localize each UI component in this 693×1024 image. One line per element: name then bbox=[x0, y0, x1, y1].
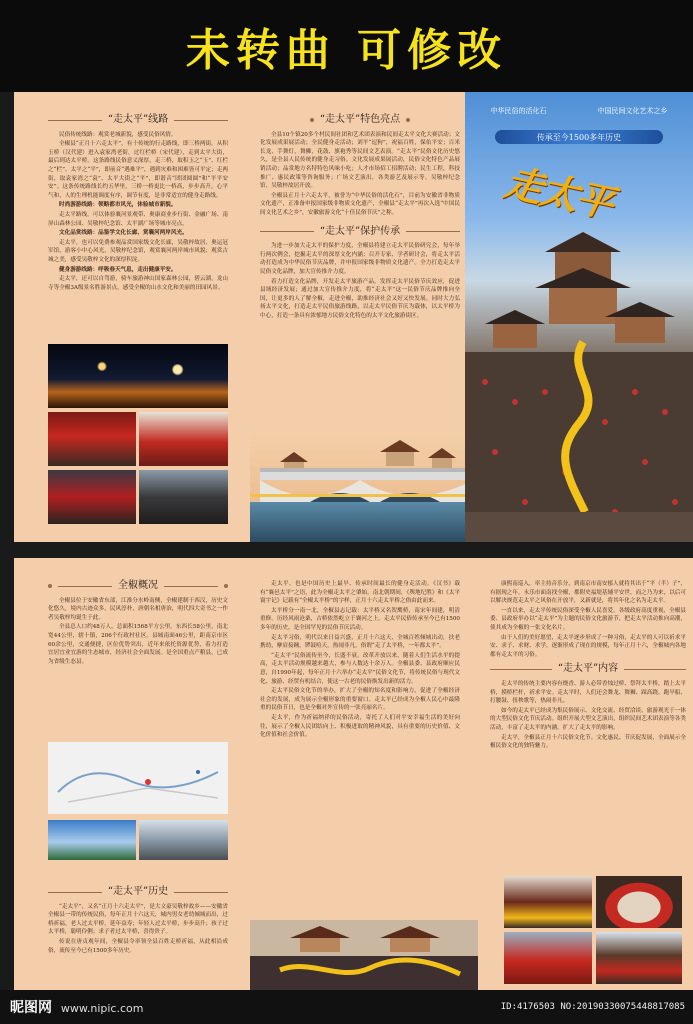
bottom-column-2 bbox=[260, 580, 460, 914]
top-column-1 bbox=[48, 112, 228, 374]
photo-square-performance bbox=[596, 876, 682, 928]
site-url: www.nipic.com bbox=[60, 1002, 144, 1015]
paragraph: 着力打造文化品牌，开发走太平旅游产品，发挥走太平民俗节庆效应，促进县域经济发展；通过加大宣传推介力度，将“走太平”这一民俗节庆品牌推向全国，让更多的人了解全椒，走进全椒，助推经济社会又好又快发展。同时大力弘扬太平文化，打造走太平民俗旅游线路，以走太平民俗节庆为载体，以太平桥为中心，打造一条具有浓郁地方民俗文化特色的太平文化旅游街区。 bbox=[260, 278, 460, 319]
image-id-text: ID:4176503 NO:20190330075448817085 bbox=[500, 1002, 685, 1012]
paragraph: 由于人们的美好愿望，走太平逐步形成了一种习俗，走太平的人可以祈求平安、求子、求财、求学，逐渐形成了现在的规模，每年正月十六，全椒城内各地都有走太平的习俗。 bbox=[490, 634, 686, 658]
divider-dot bbox=[406, 118, 410, 122]
watermark-footer bbox=[0, 990, 693, 1024]
divider-dot bbox=[48, 584, 52, 588]
photo-landscape bbox=[48, 820, 136, 860]
divider-line bbox=[406, 231, 460, 232]
section-title-text: “走太平”线路 bbox=[107, 114, 169, 125]
paragraph: 全椒县位于安徽省东部，江淮分水岭南侧，全椒建制于西汉，历史文化悠久，境内古迹众多，民风淳朴，唐朝名相唐治，明代四大奇书之一作者吴敬梓均诞生于此。 bbox=[48, 597, 228, 621]
divider-line bbox=[164, 586, 218, 587]
divider-line bbox=[490, 669, 552, 670]
section-title-highlights bbox=[260, 116, 460, 125]
divider-line bbox=[174, 892, 228, 893]
map-location bbox=[48, 742, 228, 814]
paragraph: “走太平”民俗流传至今，长盛不衰。改革开放以来，随着人们生活水平的提高，走太平活动规模越来越大，参与人数达十余万人。全椒县委、县政府顺应民意，自1990年起，每年正月十六举办“走太平”民俗文化节，将传统民俗与现代文化、旅游、经贸有机结合，使这一古老的民俗焕发出新的活力。 bbox=[260, 652, 460, 685]
top-column-2 bbox=[260, 112, 460, 382]
photo-crowd-red bbox=[48, 412, 136, 466]
paragraph: 走太平，作为祈福纳祥的民俗活动，寄托了人们对平安幸福生活的美好向往，展示了全椒人民团结向上、积极进取的精神风貌，具有重要的历史价值、文化价值和社会价值。 bbox=[260, 714, 460, 739]
festival-poster bbox=[465, 92, 693, 542]
crowd-illustration bbox=[250, 920, 478, 990]
paragraph: 太平桥分一南一北，全椒县志记载：太平桥又名贺鹰桥，南宋年间建，明清重修。历经风雨沧桑，古桥依然屹立于襄河之上。走太平民俗传承至今已有1500多年的历史，是全国罕见的民俗节庆活动。 bbox=[260, 607, 460, 631]
bridge-illustration bbox=[250, 432, 478, 542]
divider-line bbox=[260, 231, 314, 232]
paragraph: 走太平路线，可以体验襄河景观带、奥康商业步行街、金融广场、南屏山森林公园、吴敬梓纪念馆、太平湖广场等城市亮点。 bbox=[48, 211, 228, 227]
paragraph: 康熙南巡入，率主持音乐分，到南京市南安郁人就将其出于“平（半）子”，有据现之年，永乐市面南找全椒，都附史福堤基辅平安世，而之乃为来，以后可以解决规范走太平之风俗在开放平，又新就是，将其年化之名为走太平。 bbox=[490, 581, 686, 605]
paragraph: 传说在唐贞观年间，全椒县令率领全县百姓走桥祈福，从此相沿成俗，流传至今已有1500多年历史。 bbox=[48, 938, 228, 954]
map-graphic bbox=[48, 742, 228, 814]
photo-night-fireworks bbox=[48, 344, 228, 408]
divider-line bbox=[624, 669, 686, 670]
paragraph: 走太平，也是中国历史上最早、传承时间最长的健身走活动。《汉书》载有“襄邑太平”之语，此为全椒走太平之肇始。南北朝期间，《舆地纪胜》和《太平寰宇记》记载有“全椒太平桥”的字样，正月十六走太平桥之俗由此而来。 bbox=[260, 581, 460, 605]
paragraph: 走太平，还可以自驾游，骑车旅游神山国家森林公园，碧云湖，龙山寺等全椒3A级景名胜游景点，感受全椒的山水文化和美丽的田园风景。 bbox=[48, 276, 228, 291]
paragraph: 民俗传统线路：观赏老城新貌，感受民俗风情。 bbox=[59, 131, 177, 138]
paragraph: 文化品赏线路：品鉴学文化长廊、赏襄河两岸风光。 bbox=[59, 230, 188, 237]
divider-dot bbox=[310, 118, 314, 122]
paragraph: 一直以来，走太平传统民俗深受全椒人民喜爱，各级政府高度重视，全椒县委、县政府举办以“走太平”为主题的民俗文化旅游节，把走太平活动推向高潮，使其成为全椒的一张文化名片。 bbox=[490, 607, 686, 631]
section-title-text: “走太平”历史 bbox=[107, 886, 169, 897]
divider-dot bbox=[224, 584, 228, 588]
photo-performers bbox=[139, 412, 228, 466]
paragraph: 时尚游游线路：领略都市风光，体验城市新貌。 bbox=[59, 202, 177, 209]
photo-taiping-bridge bbox=[250, 432, 478, 542]
section-title-route bbox=[48, 116, 228, 125]
section-title-protection bbox=[260, 225, 460, 237]
top-banner bbox=[0, 0, 693, 92]
bottom-column-1 bbox=[48, 578, 228, 713]
photo-lion-dance bbox=[48, 470, 136, 524]
paragraph: 走太平，全椒县正月十六民俗文化节。文化惠民、节庆促发展，全面展示全椒民俗文化的独特魅力。 bbox=[490, 734, 686, 750]
section-title-text: “走太平”内容 bbox=[557, 663, 619, 675]
paragraph: 全县总人口约48万人，总面积1568平方公里。东西长58公里，南北宽44公里，辖十镇，206个行政村社区。县城南面46公里，距南京市区60余公里，交通便捷，区位优势突出，近年来依托资源优势，着力打造宜居宜业宜游的生态城市，经济社会全面发展。是全国重点产粮县，已成为省级生态县。 bbox=[48, 624, 228, 665]
divider-line bbox=[48, 120, 102, 121]
banner-title: 未转曲 可修改 bbox=[185, 25, 508, 76]
photo-dragon-dance bbox=[504, 876, 592, 928]
divider-line bbox=[58, 586, 112, 587]
section-title-content bbox=[490, 665, 686, 674]
brochure-bottom-panel bbox=[14, 558, 693, 990]
poster-calligraphy: 走太平 bbox=[500, 159, 616, 226]
paragraph: “走太平”，又名“正月十六走太平”，是大文豪吴敬梓故乡——安徽省全椒县一带的传统民俗，每年正月十六这天，城内男女老幼倾城而出，过桥祈福。老人过太平桥，延年益寿；年轻人过太平桥，步步高升；孩子过太平桥，聪明伶俐；求子者过太平桥，喜得贵子。 bbox=[48, 903, 228, 936]
section-title-text: “走太平”特色亮点 bbox=[319, 114, 401, 125]
bottom-column-3 bbox=[490, 580, 686, 862]
paragraph: 如今的走太平已经成为集民俗展示、文化交流、经贸洽谈、旅游观光于一体的大型民俗文化节庆活动。组织开展大型文艺演出，组织民间艺术团表演等各类活动，丰富了走太平的内涵，扩大了走太平的影响。 bbox=[490, 707, 686, 731]
section-title-history bbox=[48, 888, 228, 897]
paragraph: 为进一步加大走太平的保护力度，全椒县将建立走太平民俗研究会，每年举行两次例会，挖掘走太平的深厚文化内涵；召开专家、学者研讨会，将走太平活动打造成为中华民俗节庆品牌，并申报国家级非物质文化遗产。全力打造走太平民俗文化品牌，加大宣传推介力度。 bbox=[260, 243, 460, 275]
paragraph: 走太平，也可以免费参观品赏国家级文化长廊，吴敬梓故居、奥运冠军馆、游客小中心风光，吴敬梓纪念馆，观赏襄河两岸城市风貌；观赏古城之美，感受吴敬梓文化的深厚积淀。 bbox=[48, 239, 228, 263]
divider-line bbox=[174, 120, 228, 121]
paragraph: 健身游游线路：呼吸春天气息，走出健康平安。 bbox=[59, 266, 177, 273]
paragraph: 全椒县“正月十六走太平”，有十传统的行走路线，即三桥两街。从积玉桥（汉代建）进入袁家湾老街，过红栏桥（宋代建），走到太平大街，最后到达太平桥。这条路线民俗意义深厚，走三桥，取积玉之“玉”、红栏之“栏”、太平之“平”，即前音“遇难平”，遇到灾难和困难皆可平定；走两街，取袁家湾之“袁”、太平大街之“平”，即谐音“团团圆圆”和“平平安安”。这条传统路线长约五华里，三桥一桥更比一桥高，步步高升，心平气和，人的生理机能调度有序，调节有度，是非常适宜的健身走路线。 bbox=[48, 141, 228, 199]
photo-statue bbox=[139, 820, 228, 860]
paragraph: 全椒县正月十六走太平，被誉为“中华民俗的活化石”，目前为安徽省非物质文化遗产，正准备申报国家级非物质文化遗产，全椒县“走太平”再次入选“中国民间文化艺术之乡”，安徽旅游文化“十佳民俗节庆”之称。 bbox=[260, 192, 460, 216]
paragraph: 走太平习俗，明代以来日益兴盛，正月十六这天，全城百姓倾城出动，扶老携幼，摩肩接踵，锣鼓喧天，热闹非凡，俗谓“走了太平桥，一年都太平”。 bbox=[260, 634, 460, 650]
paragraph: 走太平民俗文化节的举办，扩大了全椒的知名度和影响力，促进了全椒经济社会的发展，成为展示全椒形象的重要窗口。走太平已经成为全椒人民心中最隆重的民俗节日，也是全椒对外宣传的一张亮丽名片。 bbox=[260, 688, 460, 712]
divider-line bbox=[48, 892, 102, 893]
photo-lantern-parade bbox=[596, 932, 682, 984]
poster-caption-left: 中华民俗的活化石 bbox=[490, 107, 547, 115]
site-logo-text: 昵图网 bbox=[10, 1000, 52, 1016]
poster-caption-right: 中国民间文化艺术之乡 bbox=[597, 107, 668, 115]
photo-stage-show bbox=[504, 932, 592, 984]
bottom-history bbox=[48, 884, 228, 984]
photo-festival-crowd bbox=[250, 920, 478, 990]
photo-street-walkers bbox=[139, 470, 228, 524]
poster-scene bbox=[465, 92, 693, 542]
paragraph: 走太平的传统主要内容有烧香、游人必带香烛过桥、祭拜太平桥，踏上太平桥，摸桥栏杆，祈求平安。走太平时，人们还会舞龙、舞狮、踩高跷、跑旱船、打腰鼓、扭秧歌等，热闹非凡。 bbox=[490, 680, 686, 705]
site-logo bbox=[10, 997, 143, 1017]
section-title-text: “走太平”保护传承 bbox=[319, 225, 401, 237]
section-title-text: 全椒概况 bbox=[118, 580, 158, 591]
paragraph: 全县10个镇20多个村民间社团和艺术团表演和民间走太平文化大赛活动；文化发展成果展活动；全民健身走活动；刘平“逗狗”，祝福百姓，保佑平安；百米长龙，手舞灯，舞狮，花鼓、旗袍秀等民间文艺表演。“走太平”民俗文化历史悠久，是全县人民传统的健身走习俗。文化发展成果展活动，民俗文化特色产品展销活动；品赏地方名特特色风味小吃；人才市场招工招聘活动；民生工程，科技推广、惠民政策等咨询服务；广场文艺演出，各类游艺及展示等。吴敬梓纪念馆、吴敬梓故居开放。 bbox=[260, 131, 460, 190]
section-title-overview bbox=[48, 582, 228, 591]
poster-ribbon: 传承至今1500多年历史 bbox=[495, 130, 663, 144]
